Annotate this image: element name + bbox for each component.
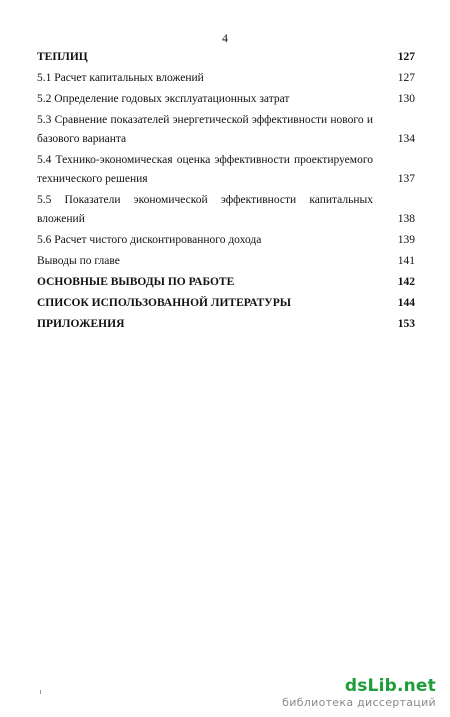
watermark-logo-main: dsLib: [344, 676, 397, 696]
toc-entry-title-line1: 5.3 Сравнение показателей энергетической эффективности нового и: [37, 114, 373, 126]
toc-entry-title: СПИСОК ИСПОЛЬЗОВАННОЙ ЛИТЕРАТУРЫ: [37, 297, 292, 309]
toc-entry-references: [37, 294, 415, 313]
toc-entry-title-line2: технического решения: [37, 173, 148, 185]
page-number: 4: [222, 31, 228, 45]
toc-entry-appendices: [37, 315, 415, 334]
toc-entry-page: 139: [397, 234, 415, 246]
toc-entry-greenhouses: [37, 48, 415, 67]
toc-entry-5-4: [37, 151, 415, 189]
toc-entry-page: 138: [397, 213, 415, 225]
toc-entry-title: ПРИЛОЖЕНИЯ: [37, 318, 125, 330]
toc-entry-page: 130: [397, 93, 415, 105]
toc-entry-5-2: [37, 90, 415, 109]
toc-entry-title: [37, 191, 373, 229]
toc-entry-page: 142: [397, 276, 415, 288]
toc-entry-page: 137: [397, 173, 415, 185]
toc-entry-title-line1: 5.4 Технико-экономическая оценка эффективности проектируемого: [37, 154, 373, 166]
scan-mark: [40, 690, 41, 694]
toc-entry-title-line1: 5.5 Показатели экономической эффективности капитальных: [37, 194, 373, 206]
toc-entry-title: 5.2 Определение годовых эксплуатационных затрат: [37, 93, 290, 105]
toc-entry-title: [37, 151, 373, 189]
toc-entry-page: 127: [397, 51, 415, 63]
toc-entry-page: 141: [397, 255, 415, 267]
watermark: [282, 676, 436, 709]
toc-entry-title: Выводы по главе: [37, 255, 120, 267]
toc-entry-page: 144: [397, 297, 415, 309]
toc-entry-5-5: [37, 191, 415, 229]
toc-entry-title: 5.6 Расчет чистого дисконтированного дохода: [37, 234, 262, 246]
toc-entry-5-3: [37, 111, 415, 149]
toc-entry-title: [37, 111, 373, 149]
toc-entry-title-line2: базового варианта: [37, 133, 127, 145]
toc-entry-title: 5.1 Расчет капитальных вложений: [37, 72, 204, 84]
watermark-logo-tld: .net: [396, 676, 436, 696]
toc-entry-title: ТЕПЛИЦ: [37, 51, 88, 63]
table-of-contents: [37, 48, 415, 334]
toc-entry-5-1: [37, 69, 415, 88]
watermark-subtitle: библиотека диссертаций: [282, 696, 436, 709]
toc-entry-5-6: [37, 231, 415, 250]
toc-entry-page: 134: [397, 133, 415, 145]
toc-entry-chapter-conclusions: [37, 252, 415, 271]
toc-entry-title: ОСНОВНЫЕ ВЫВОДЫ ПО РАБОТЕ: [37, 276, 235, 288]
toc-entry-main-conclusions: [37, 273, 415, 292]
toc-entry-title-line2: вложений: [37, 213, 85, 225]
toc-entry-page: 153: [397, 318, 415, 330]
toc-entry-page: 127: [397, 72, 415, 84]
watermark-logo: [282, 676, 436, 696]
